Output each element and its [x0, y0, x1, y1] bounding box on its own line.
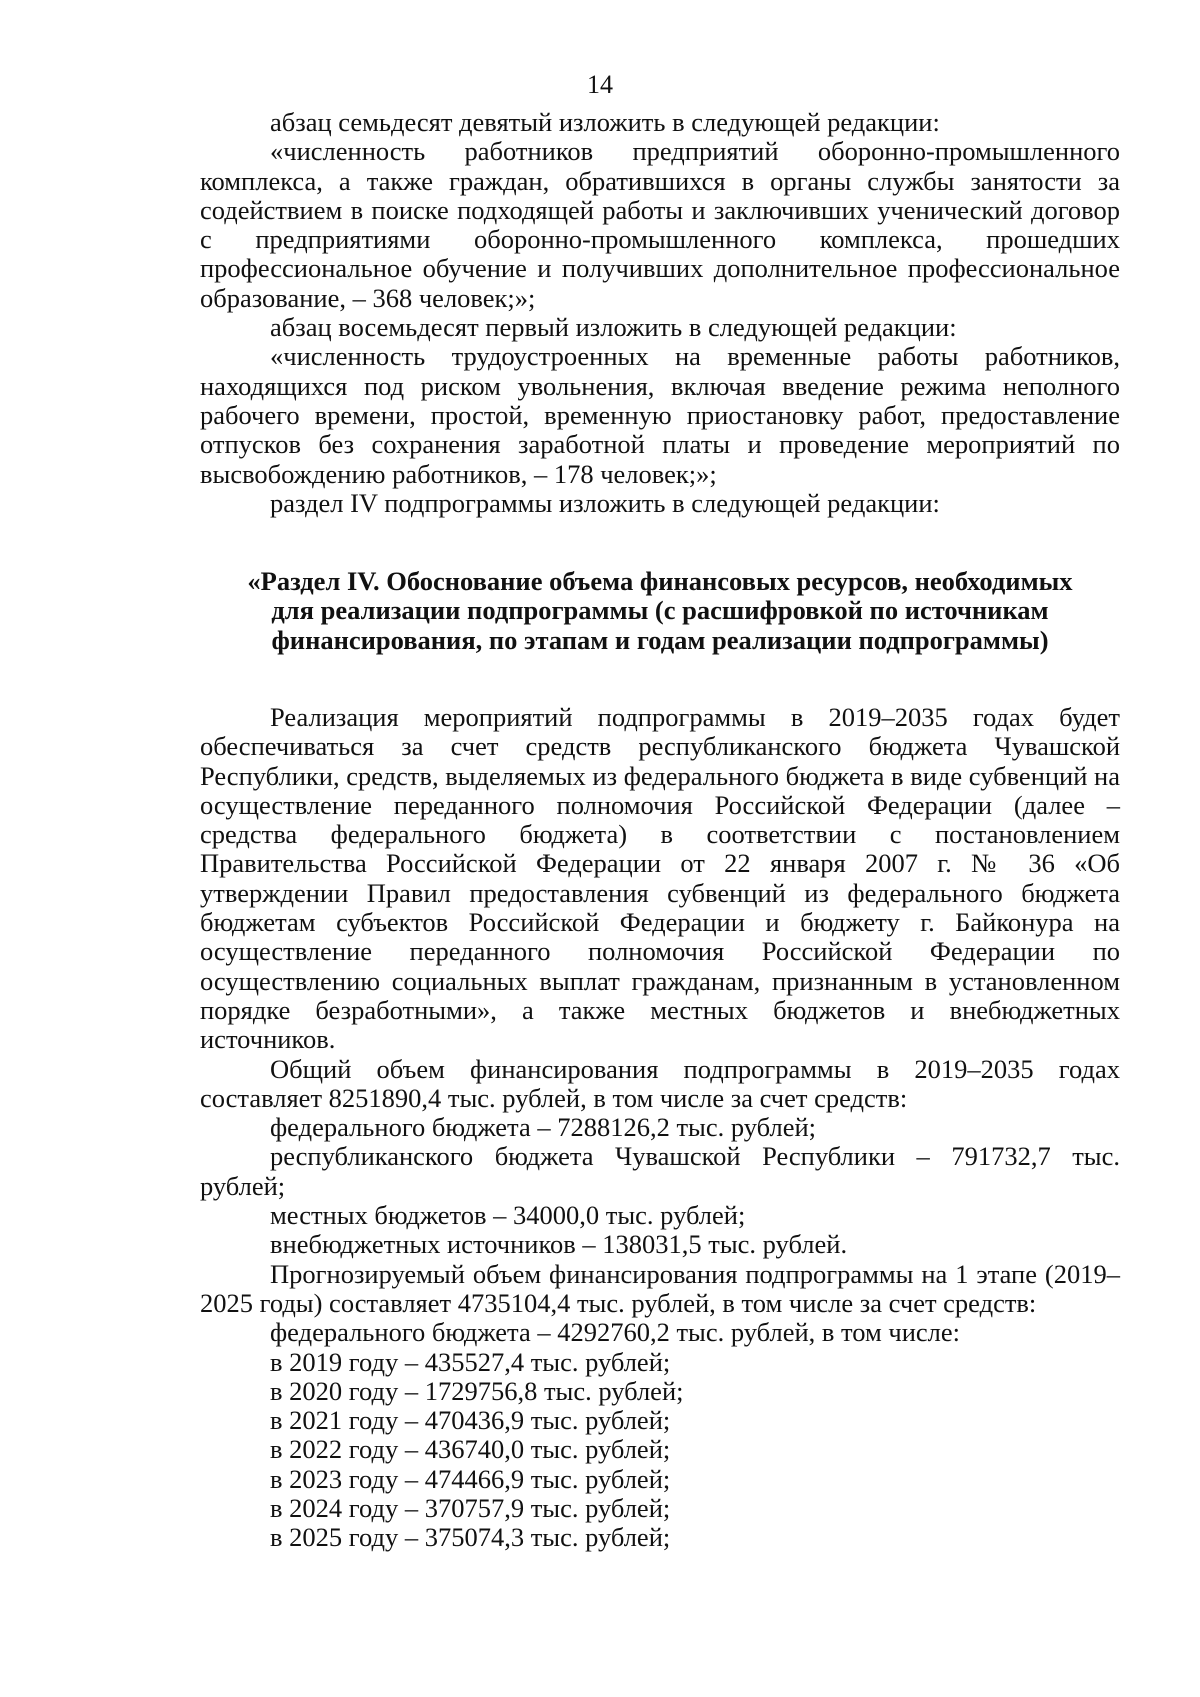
year-funding-item: в 2023 году – 474466,9 тыс. рублей; [270, 1463, 671, 1494]
amendment-paragraph: «численность трудоустроенных на временные работы работников, находящихся под риском увольнения, включая введение режима неполного рабочего времени, простой, временную приостановку работ, предоставление отпусков без сохранения заработной платы и проведение мероприятий по высвобождению работников, – 178 человек;»; [200, 341, 1120, 489]
body-paragraph: Прогнозируемый объем финансирования подпрограммы на 1 этапе (2019–2025 годы) составляет 4735104,4 тыс. рублей, в том числе за счет средств: [200, 1258, 1120, 1318]
funding-source-item: федерального бюджета – 7288126,2 тыс. рублей; [270, 1112, 817, 1143]
year-funding-item: в 2020 году – 1729756,8 тыс. рублей; [270, 1375, 684, 1406]
body-paragraph: Общий объем финансирования подпрограммы в 2019–2035 годах составляет 8251890,4 тыс. рублей, в том числе за счет средств: [200, 1053, 1120, 1113]
funding-source-item: местных бюджетов – 34000,0 тыс. рублей; [270, 1200, 746, 1231]
federal-stage1-line: федерального бюджета – 4292760,2 тыс. рублей, в том числе: [270, 1317, 961, 1348]
funding-source-item: республиканского бюджета Чувашской Республики – 791732,7 тыс. рублей; [200, 1141, 1120, 1201]
year-funding-item: в 2022 году – 436740,0 тыс. рублей; [270, 1434, 671, 1465]
page-number: 14 [587, 70, 613, 99]
amendment-paragraph: раздел IV подпрограммы изложить в следующей редакции: [270, 487, 940, 518]
amendment-paragraph: абзац восемьдесят первый изложить в следующей редакции: [270, 312, 957, 343]
amendment-paragraph: «численность работников предприятий оборонно-промышленного комплекса, а также граждан, обратившихся в органы службы занятости за содействием в поиске подходящей работы и заключивших ученический договор с предприятиями оборонно-промышленного комплекса, прошедших профессиональное обучение и получивших дополнительное профессиональное образование, – 368 человек;»; [200, 136, 1120, 313]
year-funding-item: в 2019 году – 435527,4 тыс. рублей; [270, 1346, 671, 1377]
funding-source-item: внебюджетных источников – 138031,5 тыс. рублей. [270, 1229, 848, 1260]
section-body [200, 703, 1120, 1553]
year-funding-item: в 2025 году – 375074,3 тыс. рублей; [270, 1522, 671, 1553]
section-heading-line: «Раздел IV. Обоснование объема финансовых ресурсов, необходимых [247, 566, 1073, 596]
section-heading-line: финансирования, по этапам и годам реализации подпрограммы) [271, 624, 1049, 655]
year-funding-item: в 2024 году – 370757,9 тыс. рублей; [270, 1493, 671, 1524]
body-paragraph: Реализация мероприятий подпрограммы в 2019–2035 годах будет обеспечиваться за счет средств республиканского бюджета Чувашской Республики, средств, выделяемых из федерального бюджета в виде субвенций на осуществление переданного полномочия Российской Федерации (далее – средства федерального бюджета) в соответствии с постановлением Правительства Российской Федерации от 22 января 2007 г. № 36 «Об утверждении Правил предоставления субвенций из федерального бюджета бюджетам субъектов Российской Федерации и бюджету г. Байконура на осуществление переданного полномочия Российской Федерации по осуществлению социальных выплат гражданам, признанным в установленном порядке безработными», а также местных бюджетов и внебюджетных источников. [200, 702, 1120, 1055]
amendment-paragraph: абзац семьдесят девятый изложить в следующей редакции: [270, 107, 940, 137]
year-funding-item: в 2021 году – 470436,9 тыс. рублей; [270, 1405, 671, 1436]
section-heading [200, 567, 1120, 655]
section-heading-line: для реализации подпрограммы (с расшифровкой по источникам [271, 595, 1049, 626]
amendments-block [200, 108, 1120, 518]
